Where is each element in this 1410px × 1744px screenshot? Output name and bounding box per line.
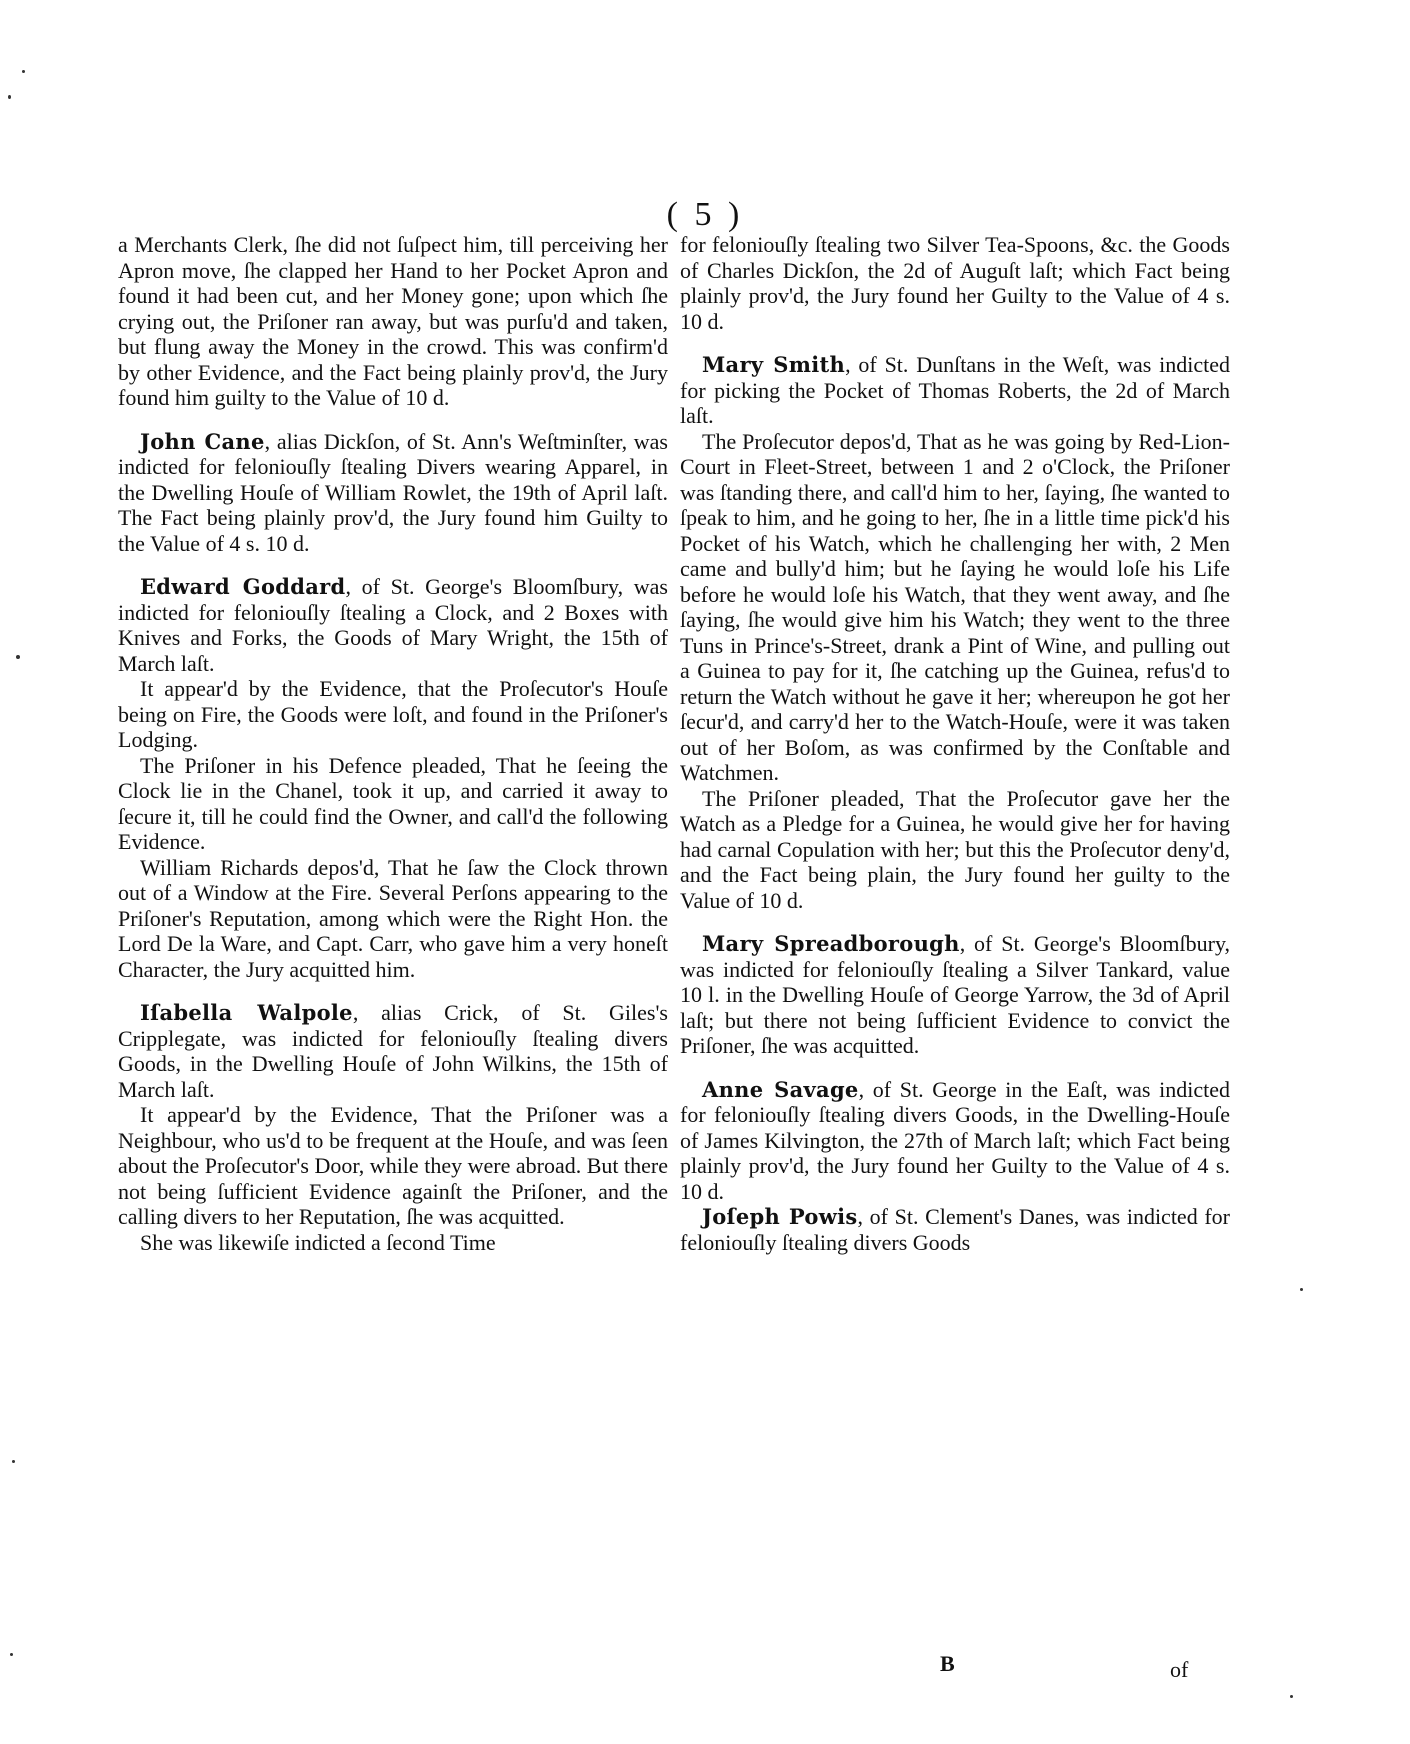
case-entry [680,1204,1230,1255]
case-text: , of St. George's Bloomſbury, was indicted for feloniouſly ſtealing a Silver Tankard, value 10 l. in the Dwelling Houſe of George Yarrow, the 3d of April laſt; but there not being ſufficient Evidence to convict the Priſoner, ſhe was acquitted. [680,931,1231,1058]
paragraph: It appear'd by the Evidence, that the Proſecutor's Houſe being on Fire, the Goods were loſt, and found in the Priſoner's Lodging. [118,676,668,752]
paragraph: The Proſecutor depos'd, That as he was going by Red-Lion-Court in Fleet-Street, between 1 and 2 o'Clock, the Priſoner was ſtanding there, and call'd him to her, ſaying, ſhe wanted to ſpeak to him, and he going to her, ſhe in a little time pick'd his Pocket of his Watch, which he challenging her with, 2 Men came and bully'd him; but he ſaying he would loſe his Life before he would loſe his Watch, that they went away, and ſhe ſaying, ſhe would give him his Watch; they went to the three Tuns in Prince's-Street, drank a Pint of Wine, and pulling out a Guinea to pay for it, ſhe catching up the Guinea, refus'd to return the Watch without he gave it her; whereupon he got her ſecur'd, and carry'd her to the Watch-Houſe, were it was taken out of her Boſom, as was confirmed by the Conſtable and Watchmen. [680,428,1230,785]
scan-speck [12,1460,15,1463]
defendant-name: John Cane [140,428,265,454]
defendant-name: Mary Spreadborough [702,931,960,956]
scan-speck [22,70,25,73]
case-entry [680,1077,1230,1205]
case-text: , of St. Dunſtans in the Weſt, was indicted for picking the Pocket of Thomas Roberts, the 2d of March laſt. [680,352,1230,428]
scan-speck [1290,1695,1293,1698]
left-column [118,232,668,1255]
case-entry [680,352,1230,429]
paragraph: The Priſoner in his Defence pleaded, That he ſeeing the Clock lie in the Chanel, took it up, and carried it away to ſecure it, till he could find the Owner, and call'd the following Evidence. [118,752,668,854]
case-text: , of St. George in the Eaſt, was indicted for feloniouſly ſtealing divers Goods, in the Dwelling-Houſe of James Kilvington, the 27th of March laſt; which Fact being plainly prov'd, the Jury found her Guilty to the Value of 4 s. 10 d. [680,1076,1230,1204]
scan-speck [8,95,11,99]
scan-speck [16,655,20,659]
paragraph: William Richards depos'd, That he ſaw the Clock thrown out of a Window at the Fire. Several Perſons appearing to the Priſoner's Reputation, among which were the Right Hon. the Lord De la Ware, and Capt. Carr, who gave him a very honeſt Character, the Jury acquitted him. [118,854,668,982]
paragraph: It appear'd by the Evidence, That the Priſoner was a Neighbour, who us'd to be frequent at the Houſe, and was ſeen about the Proſecutor's Door, while they were abroad. But there not being ſufficient Evidence againſt the Priſoner, and the calling divers to her Reputation, ſhe was acquitted. [118,1102,668,1229]
paragraph: a Merchants Clerk, ſhe did not ſuſpect him, till perceiving her Apron move, ſhe clapped her Hand to her Pocket Apron and found it had been cut, and her Money gone; upon which ſhe crying out, the Priſoner ran away, but was purſu'd and taken, but flung away the Money in the crowd. This was confirm'd by other Evidence, and the Fact being plainly prov'd, the Jury found him guilty to the Value of 10 d. [118,232,668,410]
scan-speck [1300,1288,1303,1291]
defendant-name: Mary Smith [702,352,846,377]
case-entry [118,1000,668,1102]
case-text: , alias Dickſon, of St. Ann's Weſtminſter, was indicted for feloniouſly ſtealing Divers wearing Apparel, in the Dwelling Houſe of William Rowlet, the 19th of April laſt. The Fact being plainly prov'd, the Jury found him Guilty to the Value of 4 s. 10 d. [118,428,668,556]
case-text: , of St. George's Bloomſbury, was indicted for feloniouſly ſtealing a Clock, and 2 Boxes with Knives and Forks, the Goods of Mary Wright, the 15th of March laſt. [118,574,668,676]
defendant-name: Anne Savage [702,1076,859,1102]
case-text: , of St. Clement's Danes, was indicted for feloniouſly ſtealing divers Goods [680,1204,1230,1255]
defendant-name: Edward Goddard [140,574,346,599]
paragraph: She was likewiſe indicted a ſecond Time [140,1229,496,1255]
defendant-name: Iſabella Walpole [140,1000,353,1025]
catchword: of [1170,1657,1189,1682]
scan-speck [10,1653,13,1656]
case-text: , alias Crick, of St. Giles's Cripplegate, was indicted for feloniouſly ſtealing divers Goods, in the Dwelling Houſe of John Wilkins, the 15th of March laſt. [118,1000,668,1102]
right-column [680,232,1230,1255]
page-number: ( 5 ) [666,196,744,233]
paragraph: for feloniouſly ſtealing two Silver Tea-Spoons, &c. the Goods of Charles Dickſon, the 2d of Auguſt laſt; which Fact being plainly prov'd, the Jury found her Guilty to the Value of 4 s. 10 d. [680,232,1230,334]
defendant-name: Joſeph Powis [702,1204,858,1229]
case-entry [118,429,668,557]
paragraph: The Priſoner pleaded, That the Proſecutor gave her the Watch as a Pledge for a Guinea, he would give her for having had carnal Copulation with her; but this the Proſecutor deny'd, and the Fact being plain, the Jury found her guilty to the Value of 10 d. [680,785,1230,913]
case-entry [680,931,1230,1059]
case-entry [118,574,668,676]
signature-mark: B [940,1651,955,1676]
